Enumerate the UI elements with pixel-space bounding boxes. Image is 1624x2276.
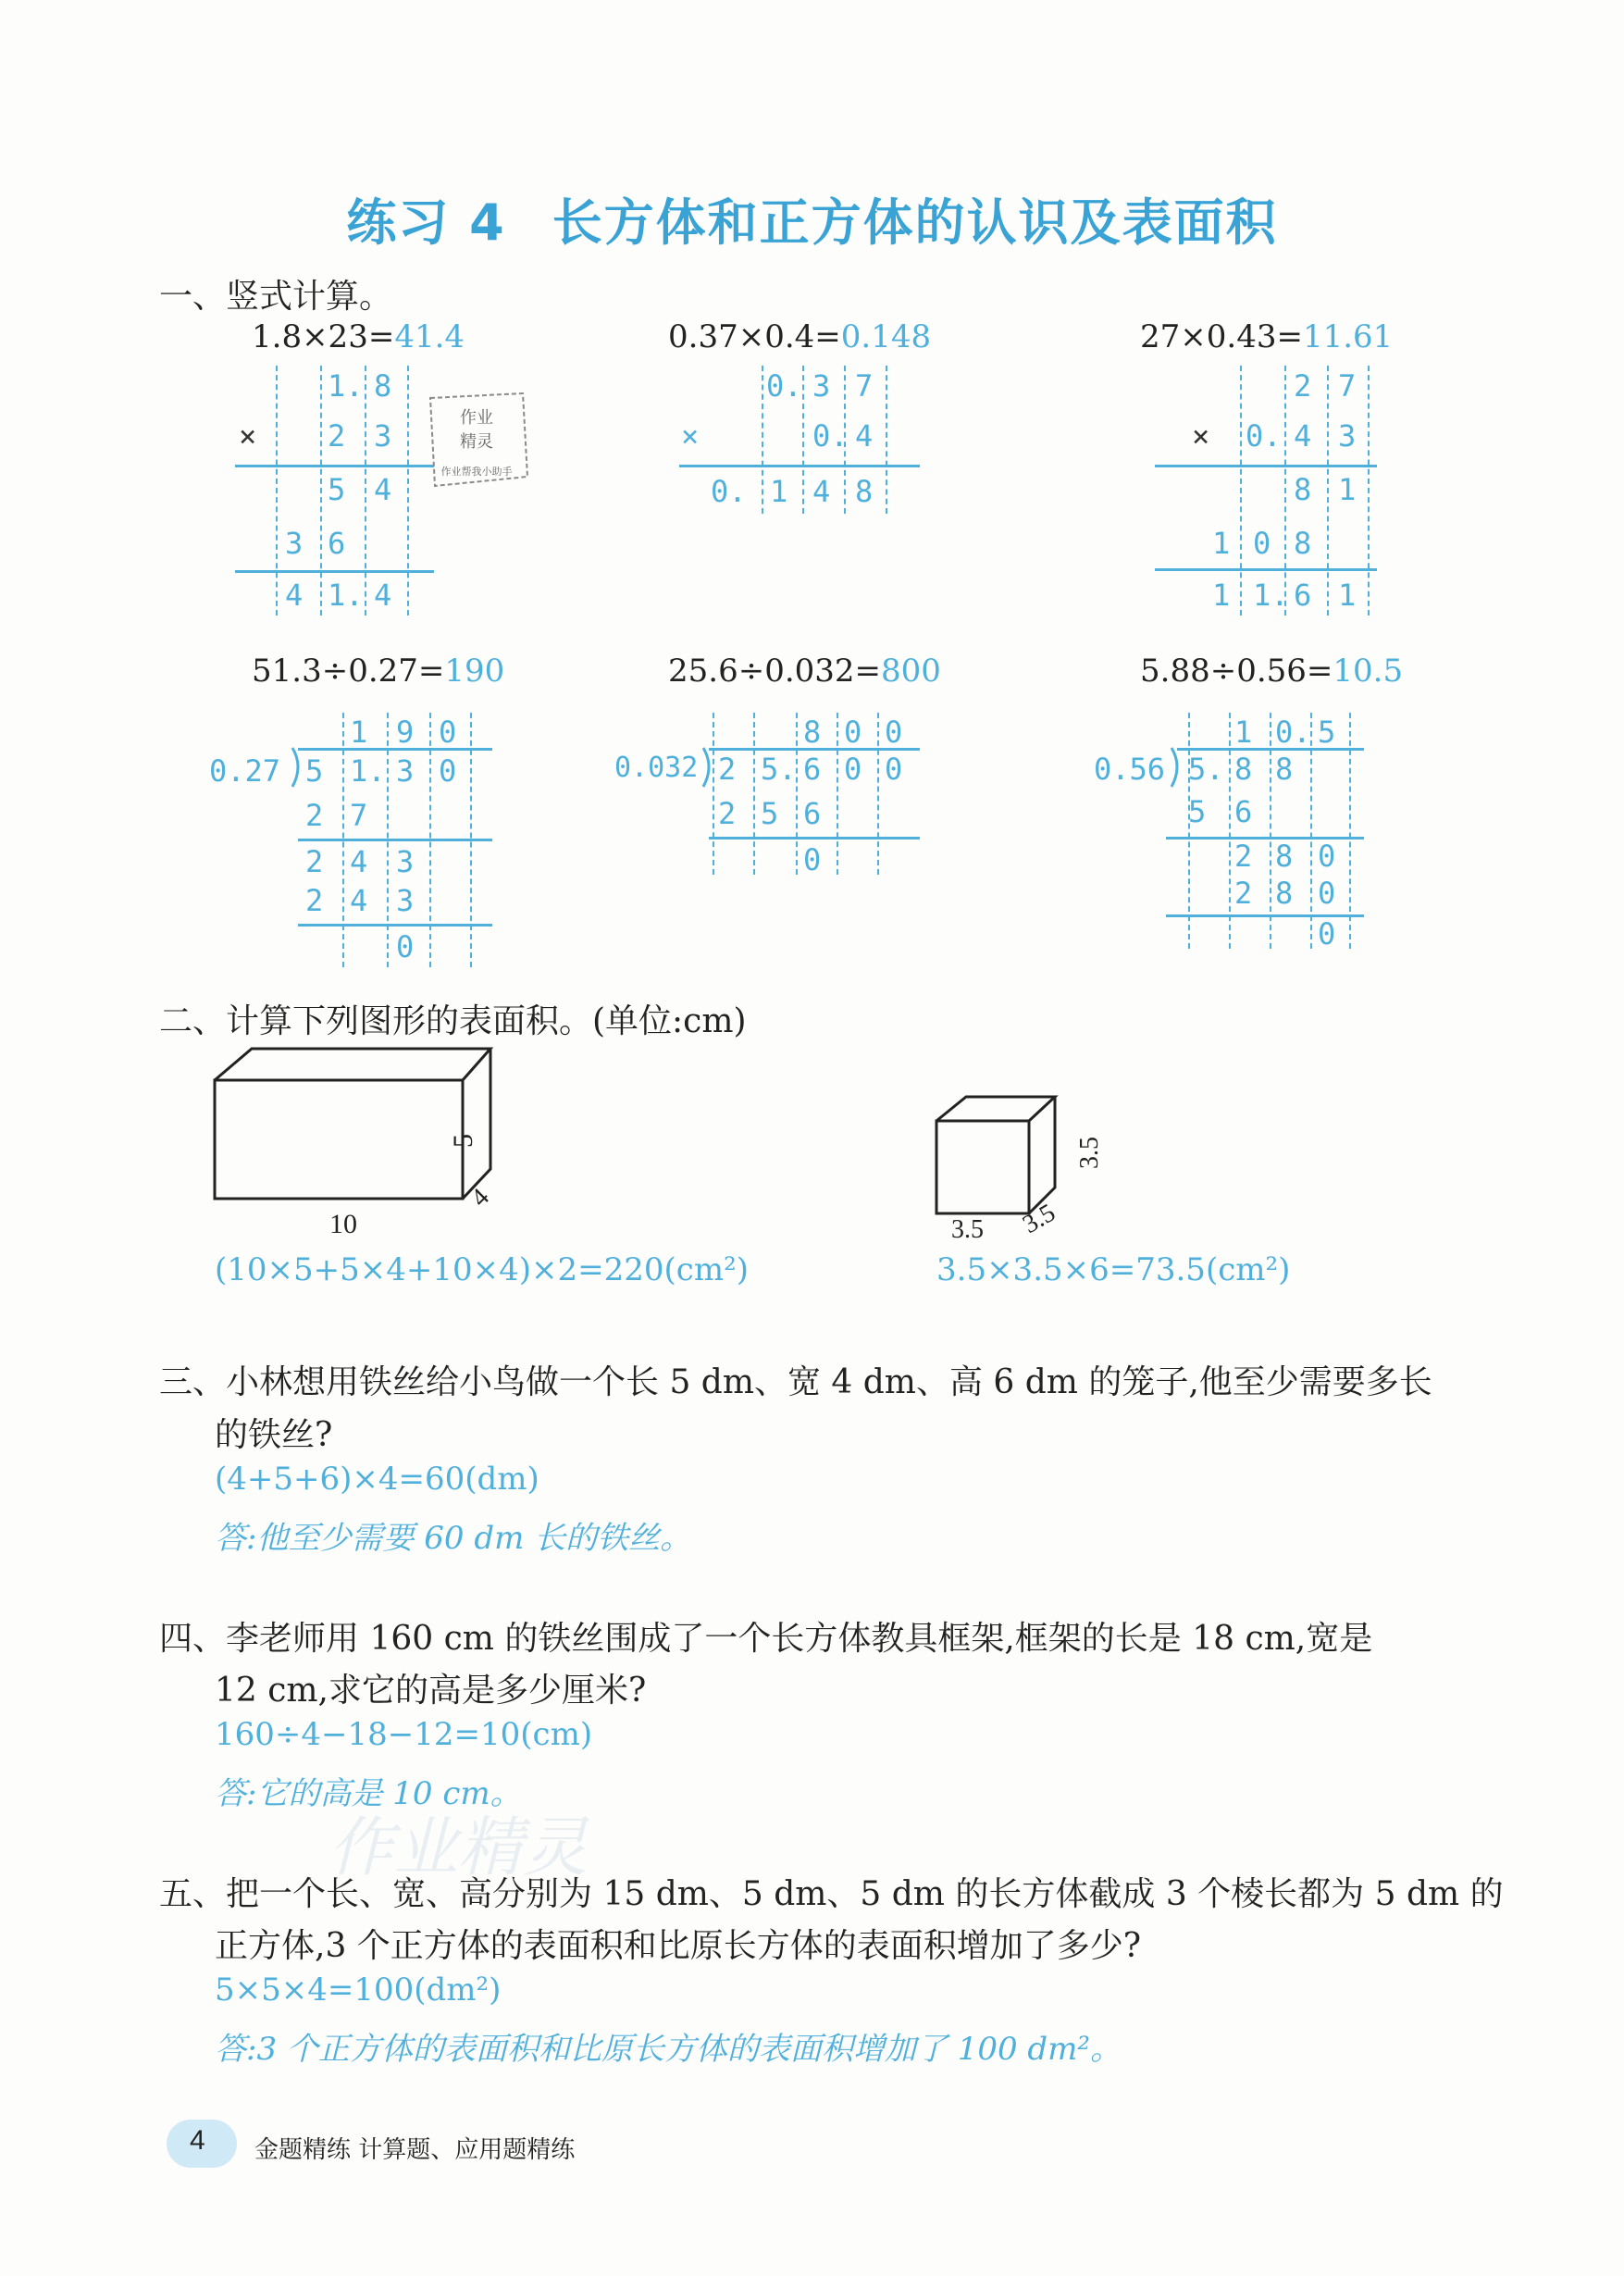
cuboid-figure <box>204 1041 537 1250</box>
section3-calc: (4+5+6)×4=60(dm) <box>215 1461 539 1498</box>
section4-calc: 160÷4−18−12=10(cm) <box>215 1716 593 1753</box>
svg-text:精灵: 精灵 <box>460 432 493 452</box>
section5-answer: 答:3 个正方体的表面积和比原长方体的表面积增加了 100 dm²。 <box>215 2031 1122 2068</box>
section4-question-line1: 四、李老师用 160 cm 的铁丝围成了一个长方体教具框架,框架的长是 18 cm,宽是 <box>159 1620 1373 1658</box>
section5-question-line1: 五、把一个长、宽、高分别为 15 dm、5 dm、5 dm 的长方体截成 3 个棱长都为 5 dm 的 <box>159 1875 1504 1913</box>
problem-4: 51.3÷0.27=190 <box>252 653 505 690</box>
section3-answer: 答:他至少需要 60 dm 长的铁丝。 <box>215 1520 692 1557</box>
footer-book-title: 金题精练 计算题、应用题精练 <box>254 2136 576 2164</box>
section4-answer: 答:它的高是 10 cm。 <box>215 1775 522 1812</box>
problem-3: 27×0.43=11.61 <box>1140 318 1394 355</box>
problem-2: 0.37×0.4=0.148 <box>668 318 932 355</box>
surface-area-answer-2: 3.5×3.5×6=73.5(cm²) <box>936 1251 1291 1288</box>
svg-text:10: 10 <box>329 1209 357 1239</box>
surface-area-answer-1: (10×5+5×4+10×4)×2=220(cm²) <box>215 1251 749 1288</box>
page-number: 4 <box>190 2125 205 2156</box>
svg-text:5: 5 <box>448 1134 478 1148</box>
svg-text:3.5: 3.5 <box>1075 1137 1104 1169</box>
watermark: 作业精灵 <box>329 1810 588 1885</box>
section4-question-line2: 12 cm,求它的高是多少厘米? <box>215 1672 647 1710</box>
problem-6: 5.88÷0.56=10.5 <box>1140 653 1404 690</box>
problem-5: 25.6÷0.032=800 <box>668 653 941 690</box>
section1-heading: 一、竖式计算。 <box>159 278 393 316</box>
cube-figure <box>925 1088 1129 1240</box>
svg-text:3.5: 3.5 <box>951 1215 984 1240</box>
svg-text:4: 4 <box>465 1183 495 1213</box>
section5-question-line2: 正方体,3 个正方体的表面积和比原长方体的表面积增加了多少? <box>215 1927 1142 1965</box>
section2-heading: 二、计算下列图形的表面积。(单位:cm) <box>159 1002 747 1040</box>
section5-calc: 5×5×4=100(dm²) <box>215 1971 502 2009</box>
problem-1: 1.8×23=41.4 <box>252 318 465 355</box>
page-title: 练习 4 长方体和正方体的认识及表面积 <box>346 193 1278 252</box>
homework-stamp-icon <box>421 384 532 495</box>
svg-text:作业帮我小助手: 作业帮我小助手 <box>440 466 513 478</box>
svg-text:作业: 作业 <box>460 408 493 428</box>
svg-text:3.5: 3.5 <box>1018 1198 1060 1240</box>
section3-question-line1: 三、小林想用铁丝给小鸟做一个长 5 dm、宽 4 dm、高 6 dm 的笼子,他至少需要多长 <box>159 1363 1432 1401</box>
section3-question-line2: 的铁丝? <box>215 1416 333 1454</box>
